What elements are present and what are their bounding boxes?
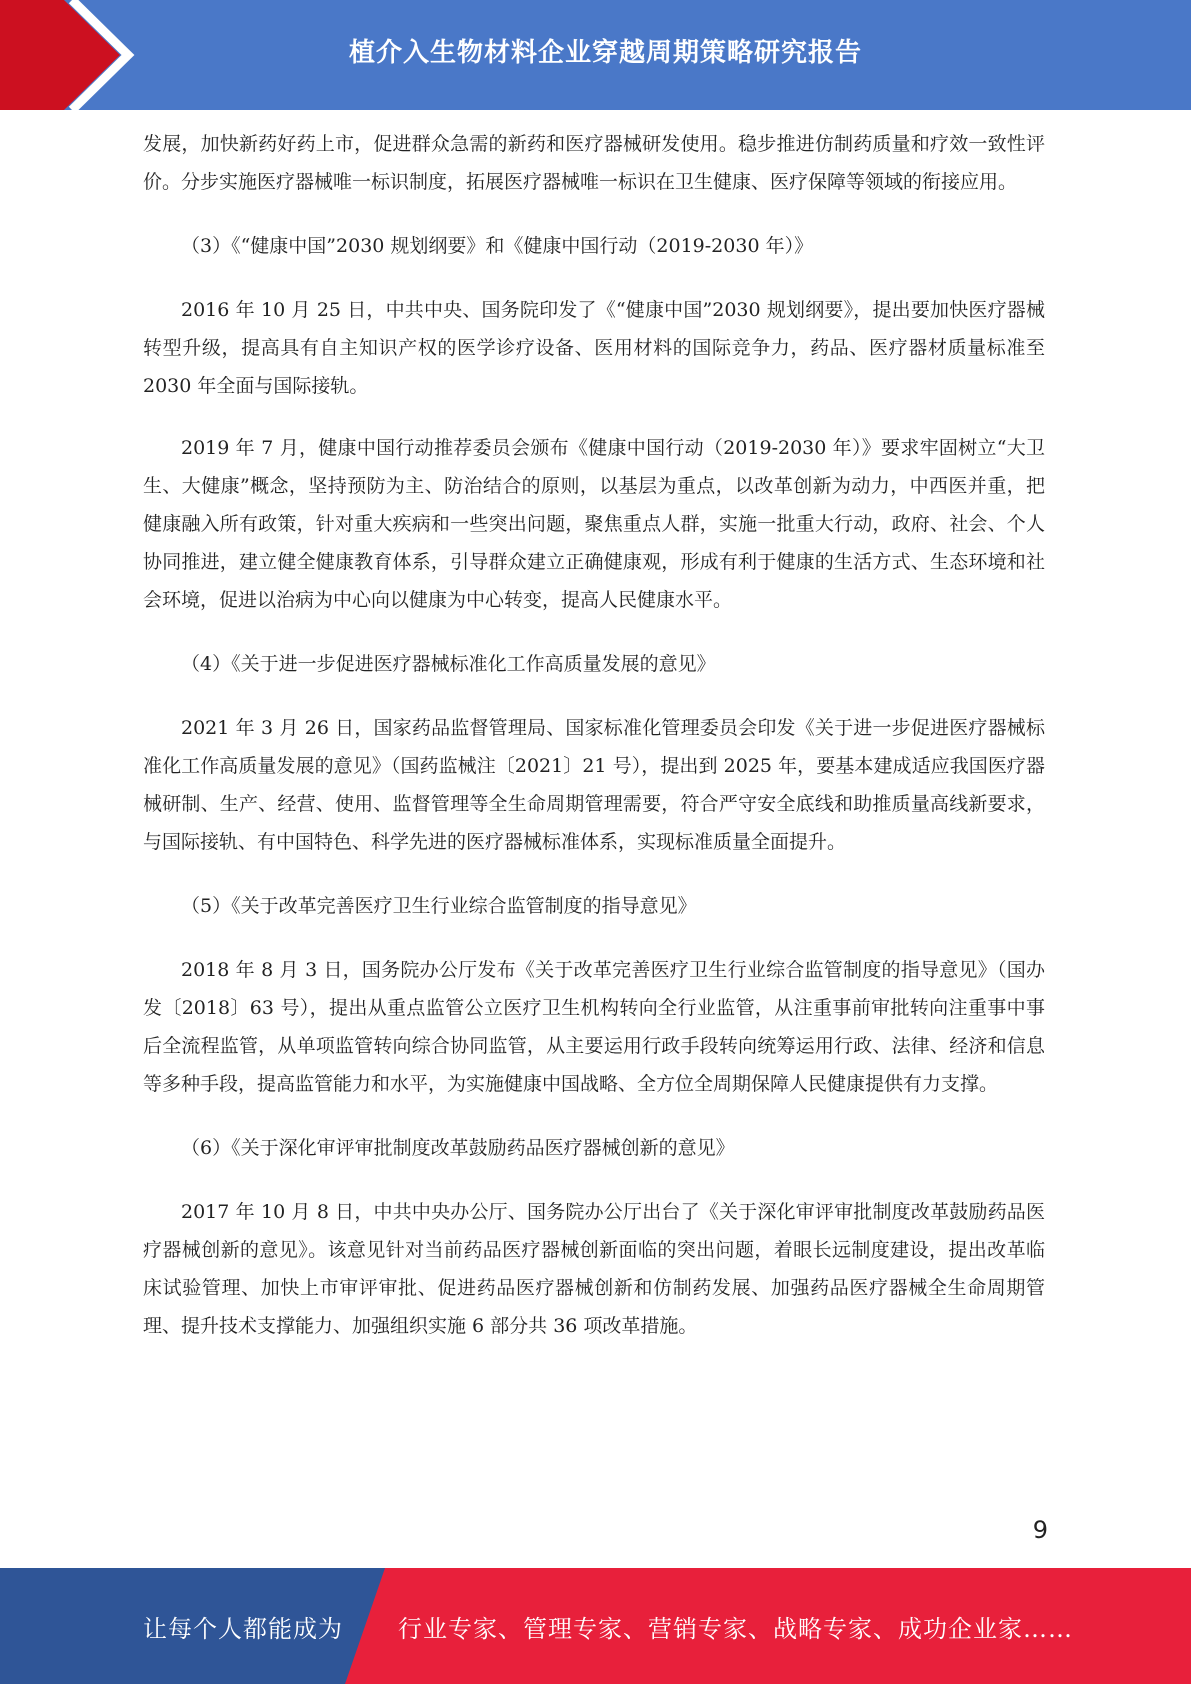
section-heading-5: （5）《关于改革完善医疗卫生行业综合监管制度的指导意见》	[181, 895, 697, 917]
footer-slogan-left: 让每个人都能成为	[143, 1614, 343, 1643]
paragraph: 2018 年 8 月 3 日，国务院办公厅发布《关于改革完善医疗卫生行业综合监管制度的指导意见》（国办发〔2018〕63 号），提出从重点监管公立医疗卫生机构转向全行业监管，从注重事前审批转向注重事中事后全流程监管，从单项监管转向综合协同监管，从主要运用行政手段转向统筹运用行政、法律、经济和信息等多种手段，提高监管能力和水平，为实施健康中国战略、全方位全周期保障人民健康提供有力支撑。	[143, 959, 1045, 1095]
footer-slogan-right: 行业专家、管理专家、营销专家、战略专家、成功企业家……	[398, 1614, 1073, 1643]
paragraph: 2016 年 10 月 25 日，中共中央、国务院印发了《“健康中国”2030 规划纲要》，提出要加快医疗器械转型升级，提高具有自主知识产权的医学诊疗设备、医用材料的国际竞争力，药品、医疗器材质量标准至 2030 年全面与国际接轨。	[143, 299, 1045, 397]
report-title: 植介入生物材料企业穿越周期策略研究报告	[348, 37, 862, 68]
section-heading-6: （6）《关于深化审评审批制度改革鼓励药品医疗器械创新的意见》	[181, 1137, 735, 1159]
page-number: 9	[1032, 1516, 1048, 1544]
page-header	[0, 0, 1191, 110]
paragraph: 2019 年 7 月，健康中国行动推荐委员会颁布《健康中国行动（2019-2030 年）》要求牢固树立“大卫生、大健康”概念，坚持预防为主、防治结合的原则，以基层为重点，以改革创新为动力，中西医并重，把健康融入所有政策，针对重大疾病和一些突出问题，聚焦重点人群，实施一批重大行动，政府、社会、个人协同推进，建立健全健康教育体系，引导群众建立正确健康观，形成有利于健康的生活方式、生态环境和社会环境，促进以治病为中心向以健康为中心转变，提高人民健康水平。	[143, 437, 1045, 611]
paragraph: 2017 年 10 月 8 日，中共中央办公厅、国务院办公厅出台了《关于深化审评审批制度改革鼓励药品医疗器械创新的意见》。该意见针对当前药品医疗器械创新面临的突出问题，着眼长远制度建设，提出改革临床试验管理、加快上市审评审批、促进药品医疗器械创新和仿制药发展、加强药品医疗器械全生命周期管理、提升技术支撑能力、加强组织实施 6 部分共 36 项改革措施。	[143, 1201, 1045, 1337]
section-heading-4: （4）《关于进一步促进医疗器械标准化工作高质量发展的意见》	[181, 653, 716, 675]
paragraph: 2021 年 3 月 26 日，国家药品监督管理局、国家标准化管理委员会印发《关于进一步促进医疗器械标准化工作高质量发展的意见》（国药监械注〔2021〕21 号），提出到 2025 年，要基本建成适应我国医疗器械研制、生产、经营、使用、监督管理等全生命周期管理需要，符合严守安全底线和助推质量高线新要求，与国际接轨、有中国特色、科学先进的医疗器械标准体系，实现标准质量全面提升。	[143, 717, 1045, 853]
document-body	[143, 125, 1045, 1345]
page-footer	[0, 1568, 1191, 1684]
section-heading-3: （3）《“健康中国”2030 规划纲要》和《健康中国行动（2019-2030 年）》	[181, 235, 814, 257]
paragraph-continued: 发展，加快新药好药上市，促进群众急需的新药和医疗器械研发使用。稳步推进仿制药质量和疗效一致性评价。分步实施医疗器械唯一标识制度，拓展医疗器械唯一标识在卫生健康、医疗保障等领域的衔接应用。	[143, 133, 1045, 193]
